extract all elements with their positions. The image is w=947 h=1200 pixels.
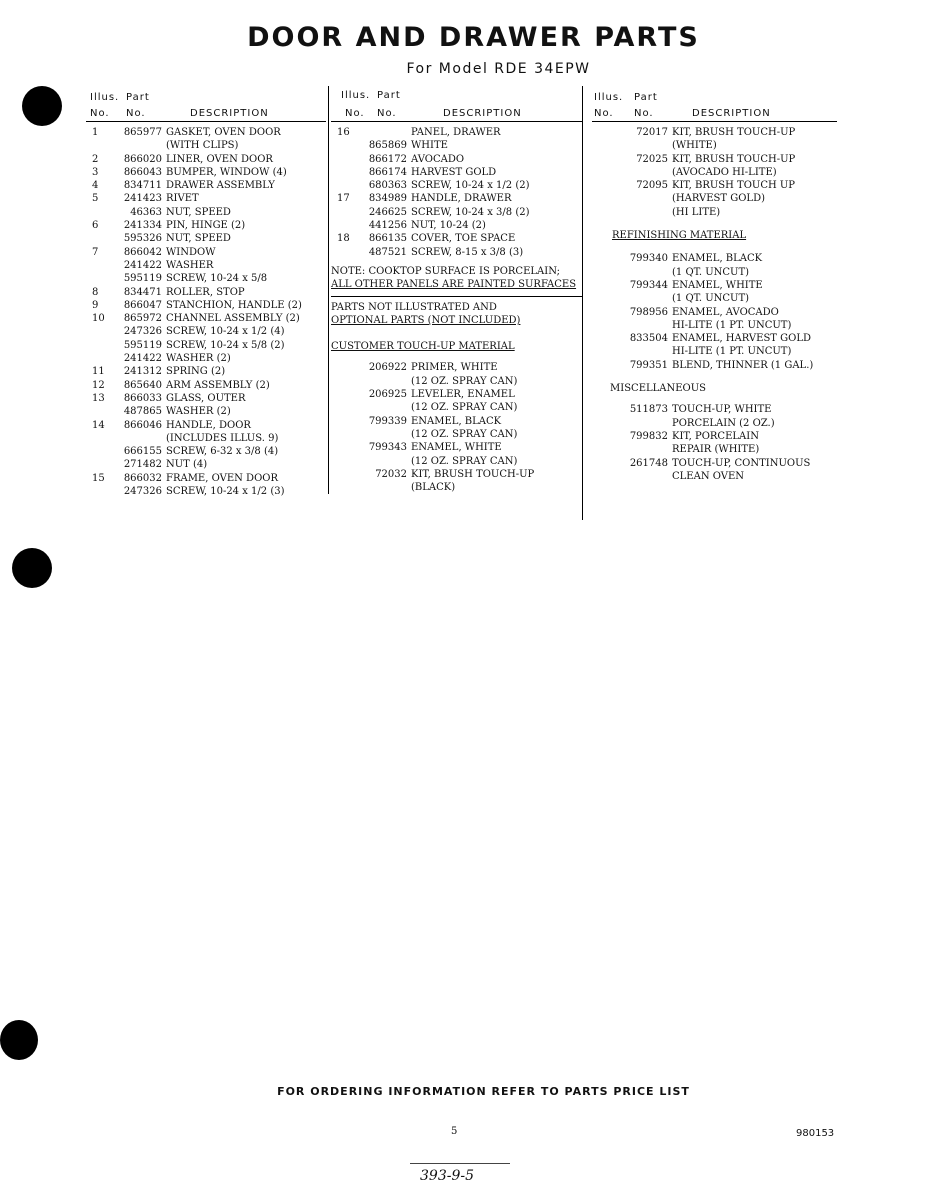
part-row [86, 432, 326, 445]
part-number: 206922 [368, 362, 407, 374]
part-number: 666155 [123, 446, 162, 458]
part-number: 866043 [123, 166, 162, 178]
part-description: COVER, TOE SPACE [411, 233, 516, 245]
part-row [86, 232, 326, 245]
part-row [86, 352, 326, 365]
header-description: DESCRIPTION [190, 108, 269, 119]
header-part-no: No. [126, 108, 146, 119]
part-row [86, 339, 326, 352]
model-subtitle: For Model RDE 34EPW [406, 61, 591, 77]
touchup-heading: CUSTOMER TOUCH-UP MATERIAL [331, 341, 515, 353]
not-included-line-2: OPTIONAL PARTS (NOT INCLUDED) [331, 314, 521, 326]
illus-number: 18 [337, 233, 350, 245]
binder-hole-middle [12, 548, 52, 588]
part-description: KIT, BRUSH TOUCH-UP [411, 468, 535, 480]
part-description: ENAMEL, WHITE [672, 279, 763, 291]
part-description: WASHER (2) [166, 406, 231, 418]
part-row [592, 252, 837, 265]
part-number: 798956 [629, 306, 668, 318]
header-illus-no: No. [90, 108, 110, 119]
part-description: NUT, SPEED [166, 206, 231, 218]
part-row [592, 417, 837, 430]
illus-number: 1 [92, 127, 99, 138]
part-number: 247326 [123, 486, 162, 498]
part-row [592, 153, 837, 166]
part-description: GLASS, OUTER [166, 392, 246, 404]
part-number: 833504 [629, 333, 668, 345]
part-description: KIT, BRUSH TOUCH-UP [672, 153, 796, 165]
illus-number: 3 [92, 166, 99, 178]
part-row [86, 458, 326, 471]
part-description: GASKET, OVEN DOOR [166, 127, 281, 138]
part-description: NUT, SPEED [166, 233, 231, 245]
part-row [86, 485, 326, 498]
part-number: 799343 [368, 442, 407, 454]
part-row [592, 332, 837, 345]
part-row [331, 219, 583, 232]
part-number: 865869 [368, 140, 407, 152]
part-description: CLEAN OVEN [672, 470, 745, 482]
part-row [86, 286, 326, 299]
part-row [86, 126, 326, 139]
part-description: BLEND, THINNER (1 GAL.) [672, 359, 814, 371]
part-row [331, 126, 583, 139]
part-row [592, 279, 837, 292]
part-description: (WHITE) [672, 140, 717, 152]
column-header [86, 88, 326, 126]
part-description: (INCLUDES ILLUS. 9) [166, 432, 279, 444]
note-line-2: ALL OTHER PANELS ARE PAINTED SURFACES [331, 279, 577, 291]
header-description: DESCRIPTION [443, 108, 522, 119]
header-part-no: No. [634, 108, 654, 119]
note-line-1: NOTE: COOKTOP SURFACE IS PORCELAIN; [331, 265, 560, 277]
part-description: SCREW, 10-24 x 1/2 (2) [411, 180, 530, 192]
part-number: 866032 [123, 472, 162, 484]
part-number: 271482 [123, 459, 162, 471]
header-illus: Illus. [594, 92, 624, 103]
part-row [86, 379, 326, 392]
ordering-footer: FOR ORDERING INFORMATION REFER TO PARTS PRICE LIST [277, 1085, 690, 1098]
part-description: STANCHION, HANDLE (2) [166, 299, 302, 311]
part-description: TOUCH-UP, CONTINUOUS [672, 457, 811, 469]
part-row [86, 325, 326, 338]
part-number: 72032 [375, 468, 407, 480]
part-row [331, 428, 583, 441]
part-row [86, 392, 326, 405]
part-number: 866047 [123, 299, 162, 311]
part-row [86, 192, 326, 205]
part-number: 834711 [123, 180, 162, 192]
not-included-line-1: PARTS NOT ILLUSTRATED AND [331, 301, 497, 313]
part-row [331, 206, 583, 219]
part-description: SCREW, 6-32 x 3/8 (4) [166, 446, 279, 458]
part-row [331, 441, 583, 454]
part-row [331, 415, 583, 428]
part-number: 241422 [123, 259, 162, 271]
header-illus: Illus. [341, 90, 371, 101]
part-row [86, 405, 326, 418]
part-row [86, 206, 326, 219]
part-row [86, 179, 326, 192]
part-row [331, 361, 583, 374]
part-row [86, 445, 326, 458]
part-row [331, 192, 583, 205]
part-row [592, 470, 837, 483]
illus-number: 14 [92, 419, 105, 431]
part-row [331, 246, 583, 259]
part-number: 206925 [368, 389, 407, 401]
part-description: ROLLER, STOP [166, 286, 245, 298]
part-description: ARM ASSEMBLY (2) [166, 379, 270, 391]
part-description: ENAMEL, AVOCADO [672, 306, 779, 318]
illus-number: 4 [92, 180, 99, 192]
handwritten-rule [410, 1163, 510, 1164]
part-description: (HI LITE) [672, 206, 721, 218]
part-description: SCREW, 10-24 x 5/8 (2) [166, 339, 285, 351]
column-header [331, 88, 583, 126]
illus-number: 17 [337, 193, 350, 205]
page-number: 5 [451, 1126, 458, 1137]
part-description: ENAMEL, BLACK [411, 415, 502, 427]
illus-number: 13 [92, 392, 105, 404]
part-number: 511873 [629, 404, 668, 416]
part-row [592, 179, 837, 192]
part-row [592, 443, 837, 456]
part-description: AVOCADO [411, 153, 465, 165]
part-number: 595119 [123, 339, 162, 351]
part-row [86, 246, 326, 259]
part-description: (1 QT. UNCUT) [672, 266, 750, 278]
column-header [592, 88, 837, 126]
part-row [331, 232, 583, 245]
part-number: 247326 [123, 326, 162, 338]
part-description: TOUCH-UP, WHITE [672, 404, 772, 416]
part-description: LINER, OVEN DOOR [166, 153, 273, 165]
part-row [592, 192, 837, 205]
header-illus-no: No. [594, 108, 614, 119]
binder-hole-top [22, 86, 62, 126]
part-number: 866135 [368, 233, 407, 245]
column-divider-2 [582, 86, 583, 520]
part-description: (1 QT. UNCUT) [672, 293, 750, 305]
part-number: 595119 [123, 273, 162, 285]
part-row [331, 179, 583, 192]
part-description: HANDLE, DOOR [166, 419, 251, 431]
part-number: 241312 [123, 366, 162, 378]
part-row [331, 166, 583, 179]
part-row [86, 472, 326, 485]
part-row [331, 139, 583, 152]
part-description: KIT, BRUSH TOUCH-UP [672, 127, 796, 138]
part-description: (12 OZ. SPRAY CAN) [411, 402, 518, 414]
part-description: KIT, PORCELAIN [672, 430, 759, 442]
part-row [592, 403, 837, 416]
part-row [592, 306, 837, 319]
part-number: 799351 [629, 359, 668, 371]
part-description: (12 OZ. SPRAY CAN) [411, 455, 518, 467]
part-description: HARVEST GOLD [411, 166, 497, 178]
part-number: 865972 [123, 313, 162, 325]
part-number: 595326 [123, 233, 162, 245]
part-number: 241423 [123, 193, 162, 205]
part-row [592, 206, 837, 219]
part-description: (12 OZ. SPRAY CAN) [411, 428, 518, 440]
part-description: (BLACK) [411, 482, 456, 494]
part-row [592, 430, 837, 443]
part-row [331, 388, 583, 401]
part-description: (WITH CLIPS) [166, 140, 239, 152]
header-part: Part [634, 92, 658, 103]
part-description: NUT (4) [166, 459, 208, 471]
part-number: 72017 [636, 127, 668, 138]
part-row [331, 468, 583, 481]
part-description: WASHER (2) [166, 353, 231, 365]
part-description: (12 OZ. SPRAY CAN) [411, 375, 518, 387]
part-number: 799339 [368, 415, 407, 427]
part-row [331, 153, 583, 166]
illus-number: 10 [92, 313, 105, 325]
part-number: 241334 [123, 220, 162, 232]
part-description: KIT, BRUSH TOUCH UP [672, 180, 796, 192]
document-number: 980153 [796, 1128, 835, 1139]
part-number: 866033 [123, 392, 162, 404]
header-description: DESCRIPTION [692, 108, 771, 119]
misc-heading: MISCELLANEOUS [610, 383, 707, 395]
illus-number: 5 [92, 193, 99, 205]
part-number: 680363 [368, 180, 407, 192]
part-description: RIVET [166, 193, 199, 205]
part-number: 72025 [636, 153, 668, 165]
part-description: HI-LITE (1 PT. UNCUT) [672, 346, 792, 358]
part-number: 834989 [368, 193, 407, 205]
part-row [592, 266, 837, 279]
part-description: NUT, 10-24 (2) [411, 220, 486, 232]
part-number: 46363 [130, 206, 162, 218]
part-number: 246625 [368, 206, 407, 218]
illus-number: 9 [92, 299, 99, 311]
part-description: ENAMEL, HARVEST GOLD [672, 333, 811, 345]
part-row [592, 166, 837, 179]
illus-number: 7 [92, 246, 99, 258]
illus-number: 11 [92, 366, 105, 378]
part-row [86, 219, 326, 232]
parts-column-3 [592, 88, 837, 483]
part-number: 866174 [368, 166, 407, 178]
refinishing-heading: REFINISHING MATERIAL [612, 230, 747, 242]
part-description: (AVOCADO HI-LITE) [672, 166, 777, 178]
header-illus: Illus. [90, 92, 120, 103]
part-description: PRIMER, WHITE [411, 362, 498, 374]
part-row [592, 345, 837, 358]
handwritten-note: 393-9-5 [420, 1168, 474, 1184]
part-description: FRAME, OVEN DOOR [166, 472, 279, 484]
part-number: 441256 [368, 220, 407, 232]
part-description: HI-LITE (1 PT. UNCUT) [672, 319, 792, 331]
section-rule [331, 296, 583, 297]
part-number: 866046 [123, 419, 162, 431]
part-description: REPAIR (WHITE) [672, 444, 760, 456]
part-number: 261748 [629, 457, 668, 469]
part-row [331, 481, 583, 494]
parts-column-1 [86, 88, 326, 498]
header-part: Part [126, 92, 150, 103]
header-rule [331, 121, 583, 122]
part-number: 799340 [629, 253, 668, 265]
illus-number: 12 [92, 379, 105, 391]
part-number: 487865 [123, 406, 162, 418]
part-description: ENAMEL, WHITE [411, 442, 502, 454]
part-row [592, 319, 837, 332]
header-part: Part [377, 90, 401, 101]
part-row [592, 359, 837, 372]
part-row [86, 312, 326, 325]
part-row [86, 419, 326, 432]
part-row [86, 166, 326, 179]
header-rule [592, 121, 837, 122]
part-description: HANDLE, DRAWER [411, 193, 512, 205]
header-part-no: No. [377, 108, 397, 119]
part-row [86, 259, 326, 272]
header-illus-no: No. [345, 108, 365, 119]
part-row [86, 153, 326, 166]
part-row [592, 457, 837, 470]
binder-hole-bottom [0, 1020, 38, 1060]
part-row [331, 455, 583, 468]
illus-number: 6 [92, 220, 99, 232]
part-row [592, 139, 837, 152]
part-number: 799344 [629, 279, 668, 291]
page-title: DOOR AND DRAWER PARTS [247, 22, 700, 53]
part-row [86, 139, 326, 152]
part-description: DRAWER ASSEMBLY [166, 180, 275, 192]
part-description: SCREW, 8-15 x 3/8 (3) [411, 246, 524, 258]
part-description: SCREW, 10-24 x 5/8 [166, 273, 268, 285]
part-number: 799832 [629, 430, 668, 442]
illus-number: 8 [92, 286, 99, 298]
part-number: 487521 [368, 246, 407, 258]
part-row [86, 299, 326, 312]
part-description: WINDOW [166, 246, 216, 258]
part-number: 72095 [636, 180, 668, 192]
illus-number: 16 [337, 127, 350, 138]
part-description: SCREW, 10-24 x 1/2 (4) [166, 326, 285, 338]
part-description: SCREW, 10-24 x 1/2 (3) [166, 486, 285, 498]
part-row [86, 272, 326, 285]
header-rule [86, 121, 326, 122]
part-number: 865977 [123, 127, 162, 138]
part-description: PORCELAIN (2 OZ.) [672, 417, 775, 429]
part-description: SCREW, 10-24 x 3/8 (2) [411, 206, 530, 218]
column-divider-1 [328, 86, 329, 494]
part-description: WASHER [166, 259, 214, 271]
illus-number: 2 [92, 153, 99, 165]
part-number: 866172 [368, 153, 407, 165]
part-description: LEVELER, ENAMEL [411, 389, 515, 401]
part-description: SPRING (2) [166, 366, 226, 378]
part-description: (HARVEST GOLD) [672, 193, 765, 205]
part-number: 866020 [123, 153, 162, 165]
part-row [331, 375, 583, 388]
part-description: BUMPER, WINDOW (4) [166, 166, 287, 178]
part-row [592, 126, 837, 139]
part-number: 834471 [123, 286, 162, 298]
part-description: PANEL, DRAWER [411, 127, 501, 138]
illus-number: 15 [92, 472, 105, 484]
part-row [86, 365, 326, 378]
part-row [331, 401, 583, 414]
part-number: 241422 [123, 353, 162, 365]
part-row [592, 292, 837, 305]
part-number: 865640 [123, 379, 162, 391]
part-description: CHANNEL ASSEMBLY (2) [166, 313, 300, 325]
parts-column-2 [331, 88, 583, 494]
part-description: PIN, HINGE (2) [166, 220, 246, 232]
part-number: 866042 [123, 246, 162, 258]
part-description: ENAMEL, BLACK [672, 253, 763, 265]
part-description: WHITE [411, 140, 448, 152]
